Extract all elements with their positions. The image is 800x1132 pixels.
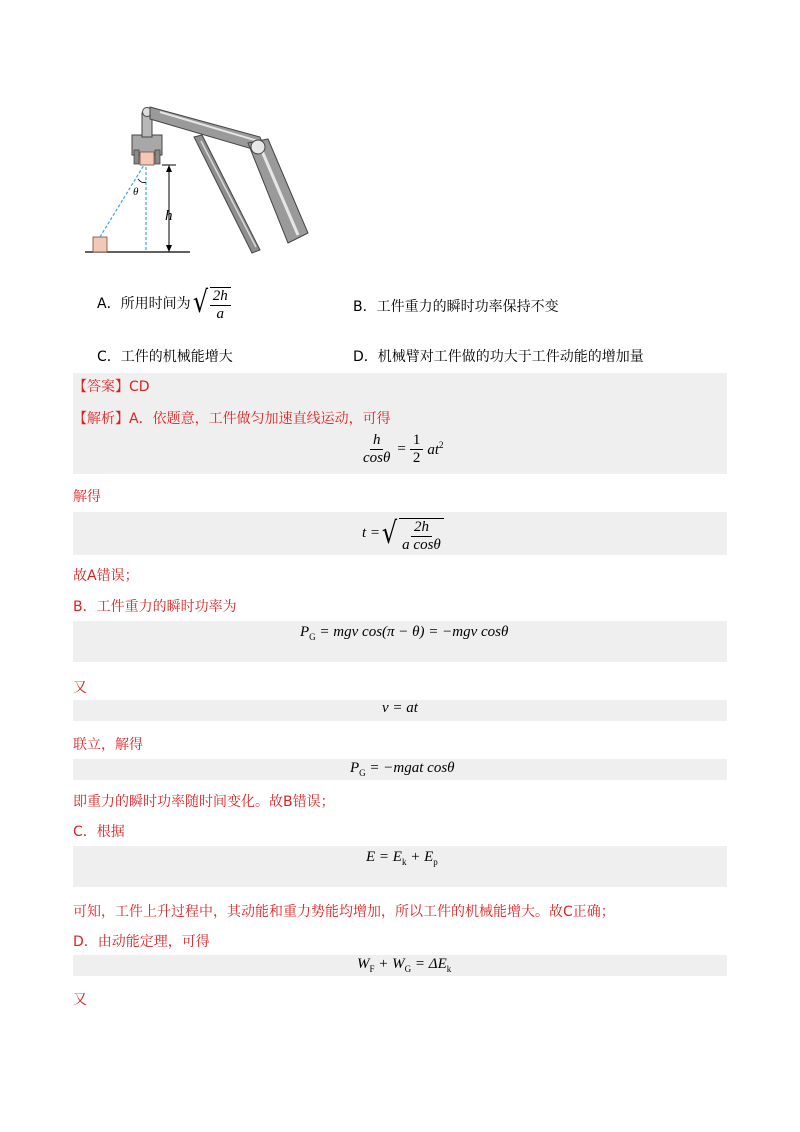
eq1-rhs-num: 1	[410, 432, 424, 450]
elbow-joint	[251, 140, 265, 154]
eq5-sub: G	[359, 768, 366, 778]
option-d: D．机械臂对工件做的功大于工件动能的增加量	[353, 349, 644, 365]
eq3-rest: = mgv cos(π − θ) = −mgv cosθ	[315, 624, 509, 640]
solve-label-1: 解得	[73, 489, 101, 505]
h-label: h	[165, 208, 173, 224]
eq6-E: E = E	[366, 849, 402, 865]
option-a-num: 2h	[210, 288, 231, 306]
equation-7	[357, 956, 451, 974]
equation-6	[366, 849, 438, 867]
gripper-jaw-right	[155, 150, 160, 164]
robot-arm-figure	[80, 95, 320, 260]
theta-arc	[138, 179, 146, 183]
eq7-sub2: G	[404, 964, 412, 974]
eq7-W1: W	[357, 956, 370, 972]
gripper-jaw-left	[134, 150, 139, 164]
answer-line	[73, 376, 150, 396]
eq1-tail: at	[427, 442, 440, 458]
eq1-num: h	[370, 432, 384, 450]
answer-value: CD	[129, 379, 150, 395]
eq6-sub1: k	[401, 857, 407, 867]
option-b: B．工件重力的瞬时功率保持不变	[353, 299, 559, 315]
option-a-sqrt: √ $\frac{2h}{a}$	[191, 281, 231, 325]
h-arrow-top	[166, 165, 172, 172]
eq1-den: cosθ	[363, 450, 391, 466]
a-conclusion: 故A错误；	[73, 568, 139, 584]
again-1: 又	[73, 680, 87, 696]
eq5-rest: = −mgat cosθ	[365, 760, 455, 776]
option-a-text: A．所用时间为	[97, 296, 191, 312]
eq7-sub3: k	[446, 964, 452, 974]
piston-highlight	[201, 141, 256, 247]
option-c: C．工件的机械能增大	[97, 349, 233, 365]
eq1-sup: 2	[439, 440, 444, 450]
eq3-P: P	[300, 624, 310, 640]
equation-1: $\frac{h}{\cos\theta}$ = $\frac{1}{2}$ $at^2$	[360, 432, 444, 467]
b-conclusion: 即重力的瞬时功率随时间变化。故B错误；	[73, 794, 335, 810]
eq2-num: 2h	[411, 519, 432, 537]
again-2: 又	[73, 992, 87, 1008]
analysis-label: 【解析】	[73, 411, 129, 427]
theta-label: θ	[133, 186, 139, 198]
b-intro: B．工件重力的瞬时功率为	[73, 599, 237, 615]
analysis-a-text: A．依题意，工件做匀加速直线运动，可得	[129, 411, 391, 427]
analysis-a-intro	[73, 408, 391, 428]
eq6-sub2: p	[433, 857, 438, 867]
c-intro: C．根据	[73, 824, 125, 840]
eq7-sub1: F	[369, 964, 375, 974]
block-ground	[93, 237, 107, 252]
d-intro: D．由动能定理，可得	[73, 934, 210, 950]
eq2-lhs: t =	[362, 525, 381, 541]
combine-label: 联立，解得	[73, 737, 143, 753]
eq5-P: P	[350, 760, 360, 776]
eq1-rhs-den: 2	[412, 450, 421, 466]
equation-3	[300, 624, 508, 642]
dashed-path	[100, 165, 144, 237]
c-conclusion: 可知，工件上升过程中，其动能和重力势能均增加，所以工件的机械能增大。故C正确；	[73, 904, 615, 920]
answer-label: 【答案】	[73, 379, 129, 395]
option-a	[97, 280, 231, 326]
equation-4: v = at	[382, 700, 418, 716]
h-arrow-bottom	[166, 245, 172, 252]
option-a-den: a	[216, 306, 224, 322]
eq7-rest: = ΔE	[411, 956, 447, 972]
equation-2: t = √ $\frac{2h}{\text{a cosθ}}$	[362, 512, 444, 555]
eq7-mid: + W	[374, 956, 405, 972]
equation-5	[350, 760, 455, 778]
block-gripped	[140, 152, 154, 165]
eq2-den: a cosθ	[402, 536, 441, 553]
eq6-mid: + E	[406, 849, 434, 865]
eq3-sub: G	[309, 632, 316, 642]
